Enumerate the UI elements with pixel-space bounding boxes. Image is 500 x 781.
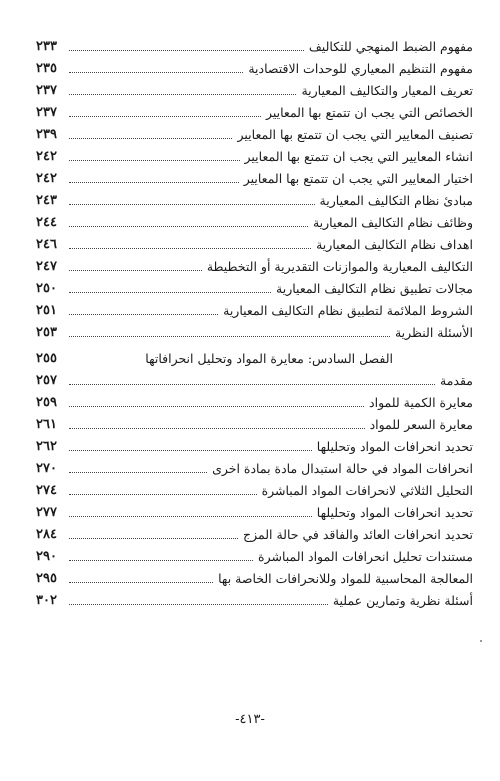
toc-entry bbox=[36, 587, 473, 609]
toc-entry-page: ٢٤٣ bbox=[36, 193, 57, 208]
toc-entry-page: ٢٣٧ bbox=[36, 83, 57, 98]
toc-entry-page: ٢٦٢ bbox=[36, 439, 57, 454]
toc-leader-dots bbox=[69, 204, 315, 205]
toc-entry-title: معايرة الكمية للمواد bbox=[369, 395, 473, 410]
toc-leader-dots bbox=[69, 560, 253, 561]
toc-entry-page: ٢٣٩ bbox=[36, 127, 57, 142]
toc-leader-dots bbox=[69, 94, 296, 95]
table-of-contents bbox=[36, 33, 473, 609]
toc-entry bbox=[36, 55, 473, 77]
toc-entry bbox=[36, 433, 473, 455]
toc-entry-page: ٢٩٠ bbox=[36, 549, 57, 564]
toc-entry-page: ٢٤٧ bbox=[36, 259, 57, 274]
toc-entry-title: مبادئ نظام التكاليف المعيارية bbox=[319, 193, 473, 208]
toc-entry bbox=[36, 411, 473, 433]
toc-leader-dots bbox=[69, 160, 240, 161]
toc-entry-title: انحرافات المواد في حالة استبدال مادة بمادة اخرى bbox=[212, 461, 473, 476]
toc-entry bbox=[36, 367, 473, 389]
toc-entry bbox=[36, 565, 473, 587]
toc-entry-page: ٢٥٩ bbox=[36, 395, 57, 410]
toc-leader-dots bbox=[69, 472, 207, 473]
toc-leader-dots bbox=[69, 582, 213, 583]
toc-entry-page: ٢٥٠ bbox=[36, 281, 57, 296]
toc-leader-dots bbox=[69, 292, 271, 293]
toc-entry-title: الشروط الملائمة لتطبيق نظام التكاليف المعيارية bbox=[223, 303, 473, 318]
toc-leader-dots bbox=[69, 72, 243, 73]
toc-entry-page: ٢٤٢ bbox=[36, 149, 57, 164]
toc-entry-title: تحديد انحرافات المواد وتحليلها bbox=[316, 439, 473, 454]
toc-entry bbox=[36, 455, 473, 477]
toc-entry bbox=[36, 521, 473, 543]
chapter-title: الفصل السادس: معايرة المواد وتحليل انحرافاتها bbox=[145, 351, 393, 366]
toc-entry-page: ٢٤٢ bbox=[36, 171, 57, 186]
toc-entry-page: ٢٣٧ bbox=[36, 105, 57, 120]
scan-speck bbox=[480, 640, 482, 642]
toc-leader-dots bbox=[69, 314, 218, 315]
toc-leader-dots bbox=[69, 182, 239, 183]
toc-leader-dots bbox=[69, 604, 328, 605]
toc-entry-title: التكاليف المعيارية والموازنات التقديرية أو التخطيطة bbox=[206, 259, 473, 274]
toc-entry-page: ٢٧٧ bbox=[36, 505, 57, 520]
toc-entry bbox=[36, 499, 473, 521]
toc-entry bbox=[36, 143, 473, 165]
toc-entry bbox=[36, 297, 473, 319]
toc-entry-title: أسئلة نظرية وتمارين عملية bbox=[332, 593, 473, 608]
toc-entry bbox=[36, 389, 473, 411]
toc-entry-title: اختيار المعايير التي يجب ان تتمتع بها المعايير bbox=[243, 171, 473, 186]
chapter-page: ٢٥٥ bbox=[36, 351, 57, 366]
toc-entry bbox=[36, 543, 473, 565]
toc-leader-dots bbox=[69, 406, 364, 407]
toc-entry-title: مجالات تطبيق نظام التكاليف المعيارية bbox=[276, 281, 473, 296]
toc-entry bbox=[36, 275, 473, 297]
toc-entry-page: ٢٣٣ bbox=[36, 39, 57, 54]
toc-leader-dots bbox=[69, 116, 261, 117]
toc-entry-title: تحديد انحرافات المواد وتحليلها bbox=[316, 505, 473, 520]
toc-entry bbox=[36, 253, 473, 275]
toc-entry bbox=[36, 165, 473, 187]
toc-leader-dots bbox=[69, 50, 304, 51]
toc-leader-dots bbox=[69, 450, 312, 451]
toc-leader-dots bbox=[69, 248, 311, 249]
toc-leader-dots bbox=[69, 494, 257, 495]
toc-entry-title: تعريف المعيار والتكاليف المعيارية bbox=[301, 83, 473, 98]
toc-chapter-heading bbox=[36, 341, 473, 367]
toc-entry-title: المعالجة المحاسبية للمواد وللانحرافات الخاصة بها bbox=[218, 571, 473, 586]
toc-entry bbox=[36, 121, 473, 143]
toc-entry-page: ٢٥١ bbox=[36, 303, 57, 318]
toc-entry-title: مستندات تحليل انحرافات المواد المباشرة bbox=[258, 549, 473, 564]
toc-entry-page: ٢٤٤ bbox=[36, 215, 57, 230]
toc-leader-dots bbox=[69, 384, 435, 385]
toc-entry-page: ٢٥٧ bbox=[36, 373, 57, 388]
toc-leader-dots bbox=[69, 226, 308, 227]
toc-entry-title: الأسئلة النظرية bbox=[394, 325, 473, 340]
toc-entry bbox=[36, 77, 473, 99]
toc-entry-page: ٢٨٤ bbox=[36, 527, 57, 542]
toc-entry bbox=[36, 209, 473, 231]
toc-entry-page: ٢٣٥ bbox=[36, 61, 57, 76]
toc-entry-page: ٢٦١ bbox=[36, 417, 57, 432]
page-number: -٤١٣- bbox=[235, 712, 265, 727]
toc-entry bbox=[36, 187, 473, 209]
toc-leader-dots bbox=[69, 138, 232, 139]
toc-entry bbox=[36, 33, 473, 55]
toc-entry-title: مفهوم التنظيم المعياري للوحدات الاقتصادية bbox=[248, 61, 473, 76]
toc-entry-title: انشاء المعايير التي يجب ان تتمتع بها المعايير bbox=[244, 149, 473, 164]
toc-leader-dots bbox=[69, 516, 312, 517]
toc-leader-dots bbox=[69, 428, 365, 429]
toc-entry-title: اهداف نظام التكاليف المعيارية bbox=[316, 237, 473, 252]
toc-entry-title: مقدمة bbox=[440, 373, 473, 388]
toc-entry-page: ٣٠٢ bbox=[36, 593, 57, 608]
toc-entry-title: مفهوم الضبط المنهجي للتكاليف bbox=[308, 39, 473, 54]
toc-leader-dots bbox=[69, 538, 238, 539]
toc-entry-page: ٢٧٤ bbox=[36, 483, 57, 498]
toc-entry-title: الخصائص التي يجب ان تتمتع بها المعايير bbox=[265, 105, 473, 120]
toc-entry-title: وظائف نظام التكاليف المعيارية bbox=[312, 215, 473, 230]
toc-entry-title: معايرة السعر للمواد bbox=[369, 417, 473, 432]
toc-entry-page: ٢٤٦ bbox=[36, 237, 57, 252]
toc-entry-page: ٢٥٣ bbox=[36, 325, 57, 340]
toc-entry-page: ٢٩٥ bbox=[36, 571, 57, 586]
toc-entry bbox=[36, 231, 473, 253]
toc-leader-dots bbox=[69, 270, 202, 271]
toc-entry bbox=[36, 477, 473, 499]
toc-entry-title: التحليل الثلاثي لانحرافات المواد المباشرة bbox=[261, 483, 473, 498]
toc-entry-page: ٢٧٠ bbox=[36, 461, 57, 476]
toc-entry-title: تحديد انحرافات العائد والفاقد في حالة المزج bbox=[243, 527, 473, 542]
toc-entry-title: تصنيف المعايير التي يجب ان تتمتع بها المعايير bbox=[237, 127, 473, 142]
toc-entry bbox=[36, 319, 473, 341]
toc-leader-dots bbox=[69, 336, 390, 337]
toc-entry bbox=[36, 99, 473, 121]
